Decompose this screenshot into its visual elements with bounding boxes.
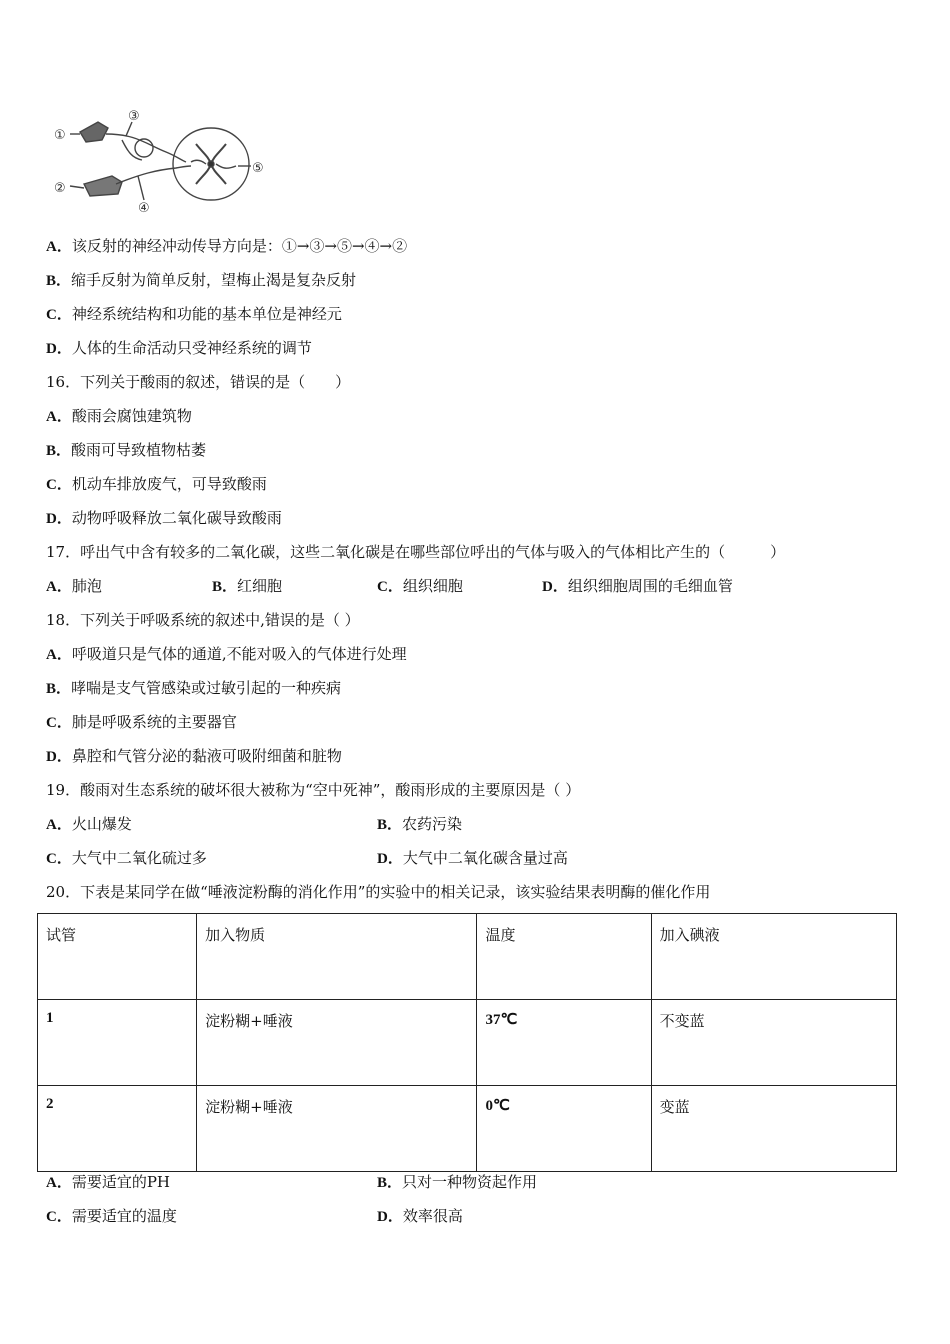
q17-option-b[interactable]: B．红细胞 [212, 577, 283, 595]
q18-option-a[interactable]: A．呼吸道只是气体的通道,不能对吸入的气体进行处理 [46, 645, 407, 663]
q19-option-c[interactable]: C．大气中二氧化硫过多 [46, 849, 207, 867]
q17-option-d[interactable]: D．组织细胞周围的毛细血管 [542, 577, 733, 595]
q18-option-d[interactable]: D．鼻腔和气管分泌的黏液可吸附细菌和脏物 [46, 747, 342, 765]
q19-option-b[interactable]: B．农药污染 [377, 815, 463, 833]
q15-option-c[interactable]: C．神经系统结构和功能的基本单位是神经元 [46, 305, 342, 323]
table-header: 温度 [477, 914, 651, 1000]
table-cell: 淀粉糊+唾液 [197, 1086, 477, 1172]
table-row [38, 1086, 897, 1172]
q16-option-d[interactable]: D．动物呼吸释放二氧化碳导致酸雨 [46, 509, 282, 527]
q16-option-c[interactable]: C．机动车排放废气，可导致酸雨 [46, 475, 267, 493]
q20-option-d[interactable]: D．效率很高 [377, 1207, 463, 1225]
table-cell: 不变蓝 [651, 1000, 896, 1086]
table-header: 试管 [38, 914, 197, 1000]
figure-label-5: ⑤ [252, 161, 264, 176]
experiment-table [37, 913, 897, 1172]
q15-option-d[interactable]: D．人体的生命活动只受神经系统的调节 [46, 339, 312, 357]
q17-stem: 17．呼出气中含有较多的二氧化碳，这些二氧化碳是在哪些部位呼出的气体与吸入的气体相比产生的（ ） [46, 543, 786, 561]
q19-option-d[interactable]: D．大气中二氧化碳含量过高 [377, 849, 568, 867]
q18-option-c[interactable]: C．肺是呼吸系统的主要器官 [46, 713, 237, 731]
table-cell: 37℃ [477, 1000, 651, 1086]
reflex-arc-figure [46, 104, 271, 216]
q20-stem: 20．下表是某同学在做“唾液淀粉酶的消化作用”的实验中的相关记录，该实验结果表明酶的催化作用 [46, 883, 711, 901]
q20-option-b[interactable]: B．只对一种物资起作用 [377, 1173, 538, 1191]
table-cell: 变蓝 [651, 1086, 896, 1172]
table-cell: 2 [38, 1086, 197, 1172]
q19-option-a[interactable]: A．火山爆发 [46, 815, 132, 833]
table-header-row [38, 914, 897, 1000]
table-cell: 0℃ [477, 1086, 651, 1172]
q16-option-b[interactable]: B．酸雨可导致植物枯萎 [46, 441, 207, 459]
q16-option-a[interactable]: A．酸雨会腐蚀建筑物 [46, 407, 192, 425]
q20-option-c[interactable]: C．需要适宜的温度 [46, 1207, 177, 1225]
table-row [38, 1000, 897, 1086]
q18-option-b[interactable]: B．哮喘是支气管感染或过敏引起的一种疾病 [46, 679, 342, 697]
q17-option-c[interactable]: C．组织细胞 [377, 577, 463, 595]
q19-stem: 19．酸雨对生态系统的破坏很大被称为“空中死神”，酸雨形成的主要原因是（ ） [46, 781, 581, 799]
table-header: 加入物质 [197, 914, 477, 1000]
q15-option-b[interactable]: B．缩手反射为简单反射，望梅止渴是复杂反射 [46, 271, 357, 289]
q18-stem: 18．下列关于呼吸系统的叙述中,错误的是（ ） [46, 611, 360, 629]
figure-label-1: ① [54, 128, 66, 143]
reflex-arc-diagram [46, 104, 271, 216]
q20-option-a[interactable]: A．需要适宜的PH [46, 1173, 171, 1191]
q17-option-a[interactable]: A．肺泡 [46, 577, 102, 595]
table-header: 加入碘液 [651, 914, 896, 1000]
table-cell: 1 [38, 1000, 197, 1086]
figure-label-2: ② [54, 181, 66, 196]
q16-stem: 16．下列关于酸雨的叙述，错误的是（ ） [46, 373, 351, 391]
figure-label-3: ③ [128, 109, 140, 124]
figure-label-4: ④ [138, 201, 150, 216]
q15-option-a[interactable]: A．该反射的神经冲动传导方向是：①→③→⑤→④→② [46, 237, 408, 255]
table-cell: 淀粉糊+唾液 [197, 1000, 477, 1086]
